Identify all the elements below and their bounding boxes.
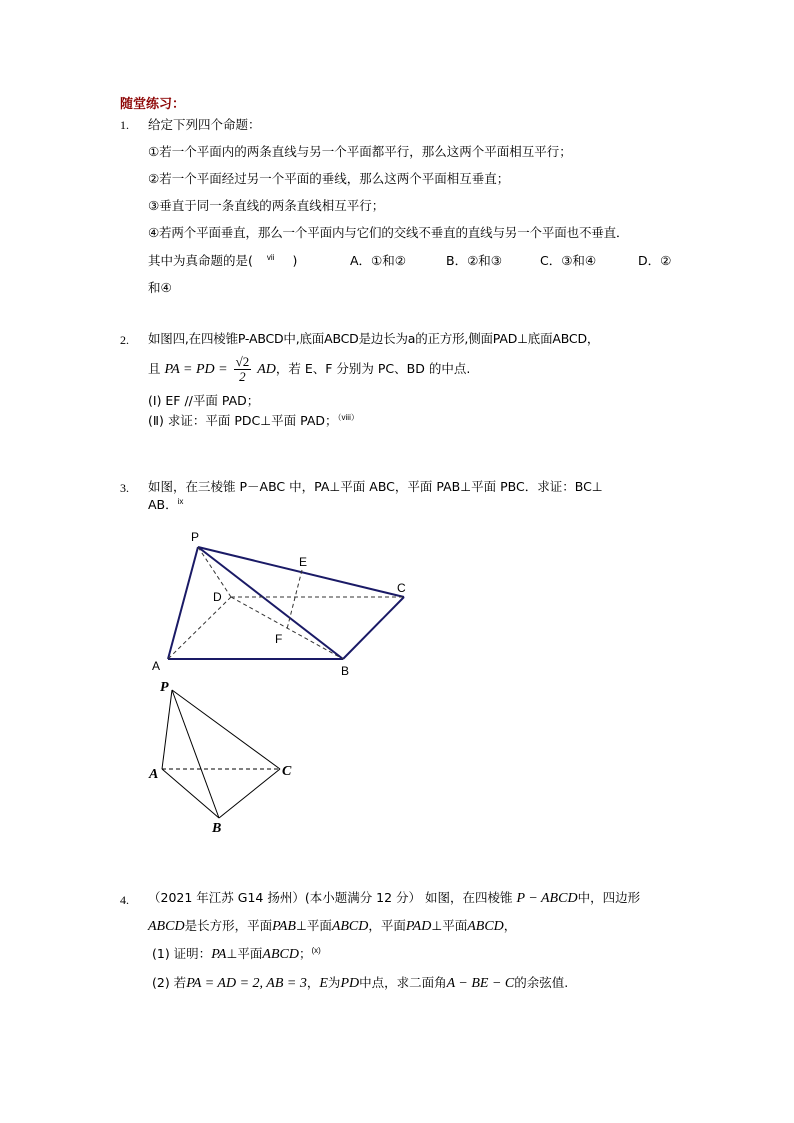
q4-number: 4. — [120, 893, 129, 907]
q3-line2 — [148, 497, 183, 515]
q4-math-pa: PA — [211, 947, 227, 962]
q1-option-4: ④若两个平面垂直，那么一个平面内与它们的交线不垂直的直线与另一个平面也不垂直． — [148, 225, 629, 240]
q4-line1-tail: 中，四边形 — [577, 890, 641, 905]
q2-fraction — [234, 355, 252, 384]
q1-ask-text: 其中为真命题的是( — [148, 253, 253, 268]
q1-ask-close: ) — [292, 253, 298, 268]
q4-part2-d: 中点，求二面角 — [359, 975, 447, 990]
q2-part2-text: (Ⅱ) 求证：平面 PDC⊥平面 PAD； — [148, 413, 338, 428]
q3-number: 3. — [120, 481, 129, 495]
q1-option-1: ①若一个平面内的两条直线与另一个平面都平行，那么这两个平面相互平行； — [148, 144, 572, 159]
q4-math-lengths: PA = AD = 2, AB = 3 — [186, 976, 307, 991]
edge-bc — [343, 597, 404, 659]
q4-math-pd: PD — [340, 976, 360, 991]
q2-line1: 如图四,在四棱锥P-ABCD中,底面ABCD是边长为a的正方形,侧面PAD⊥底面ABCD， — [148, 331, 600, 346]
q4-part2 — [152, 975, 568, 992]
q4-math-e: E — [319, 976, 328, 991]
q4-perp-2: ⊥平面 — [431, 918, 468, 933]
edge-pb — [172, 690, 219, 818]
edge-pc — [198, 547, 404, 597]
q4-line2-c: ， — [503, 918, 517, 933]
q2-eq-left: PA = PD = — [164, 362, 228, 377]
q2-post: ，若 E、F 分别为 PC、BD 的中点. — [275, 361, 471, 376]
q4-math-abcd-4: ABCD — [262, 947, 299, 962]
q1-stem: 给定下列四个命题： — [148, 117, 261, 132]
q2-pre: 且 — [148, 361, 161, 376]
q2-part1: (Ⅰ) EF //平面 PAD； — [148, 393, 260, 408]
label-a: A — [149, 767, 159, 782]
q4-math-dihedral: A − BE − C — [446, 976, 515, 991]
q2-endnote-ref: （viii） — [337, 413, 359, 422]
q4-line1 — [148, 890, 640, 907]
q1-endnote-ref: vii — [266, 253, 275, 262]
section-title: 随堂练习： — [120, 97, 186, 112]
q2-eq-right: AD — [257, 362, 276, 377]
q4-part2-b: ， — [306, 975, 320, 990]
q3-line1: 如图，在三棱锥 P－ABC 中，PA⊥平面 ABC，平面 PAB⊥平面 PBC．求证：BC⊥ — [148, 479, 603, 494]
q1-option-2: ②若一个平面经过另一个平面的垂线，那么这两个平面相互垂直； — [148, 171, 510, 186]
label-p: P — [191, 530, 200, 544]
q2-part2 — [148, 413, 359, 431]
label-a: A — [152, 659, 161, 673]
q4-part2-a: (2) 若 — [152, 975, 187, 990]
q1-number: 1. — [120, 118, 129, 132]
q4-math-abcd-1: ABCD — [148, 919, 185, 934]
q1-choice-d-tail: 和④ — [148, 280, 172, 295]
q1-choice-a: A．①和② — [350, 253, 406, 268]
q2-number: 2. — [120, 333, 129, 347]
label-d: D — [213, 590, 222, 604]
edge-da-dashed — [168, 597, 231, 659]
q4-part2-e: 的余弦值. — [514, 975, 569, 990]
q3-endnote-ref: ix — [177, 497, 184, 506]
edge-pb — [198, 547, 343, 659]
edge-pd-dashed — [198, 547, 231, 597]
label-c: C — [282, 764, 292, 779]
q4-math-pabcd: P − ABCD — [516, 891, 578, 906]
q2-frac-num: √2 — [235, 354, 250, 369]
label-e: E — [299, 555, 308, 569]
label-f: F — [275, 632, 283, 646]
q2-line2 — [148, 352, 470, 388]
q1-choice-c: C．③和④ — [540, 253, 597, 268]
q4-line2-a: 是长方形，平面 — [184, 918, 273, 933]
q4-part1 — [152, 946, 321, 964]
label-p: P — [160, 680, 169, 695]
edge-pa — [168, 547, 198, 659]
q4-line2 — [148, 918, 516, 935]
edge-pc — [172, 690, 280, 769]
segment-ef-dashed — [287, 570, 302, 629]
q4-endnote-ref: (x) — [311, 946, 321, 955]
q2-frac-den: 2 — [239, 369, 246, 384]
diagonal-db-dashed — [231, 597, 343, 659]
q3-line2-text: AB． — [148, 497, 178, 512]
q1-ask — [148, 253, 297, 271]
edge-ab — [162, 769, 219, 818]
q4-line1-text: （2021 年江苏 G14 扬州）(本小题满分 12 分） 如图，在四棱锥 — [148, 890, 513, 905]
q1-choice-b: B．②和③ — [446, 253, 502, 268]
q4-math-abcd-2: ABCD — [331, 919, 369, 934]
edge-bc — [219, 769, 280, 818]
q4-math-pad: PAD — [405, 919, 432, 934]
label-b: B — [212, 821, 222, 836]
q1-option-3: ③垂直于同一条直线的两条直线相互平行； — [148, 198, 385, 213]
q4-math-pab: PAB — [272, 919, 296, 934]
q4-part2-c: 为 — [327, 975, 341, 990]
label-c: C — [397, 581, 406, 595]
q4-perp-1: ⊥平面 — [295, 918, 332, 933]
edge-pa — [162, 690, 172, 769]
label-b: B — [341, 664, 350, 678]
q4-part1-c: ； — [298, 946, 312, 961]
q4-part1-b: ⊥平面 — [226, 946, 263, 961]
q1-choice-d: D．② — [638, 253, 672, 268]
q4-part1-a: (1) 证明： — [152, 946, 212, 961]
q4-math-abcd-3: ABCD — [467, 919, 504, 934]
q4-line2-b: ，平面 — [368, 918, 406, 933]
